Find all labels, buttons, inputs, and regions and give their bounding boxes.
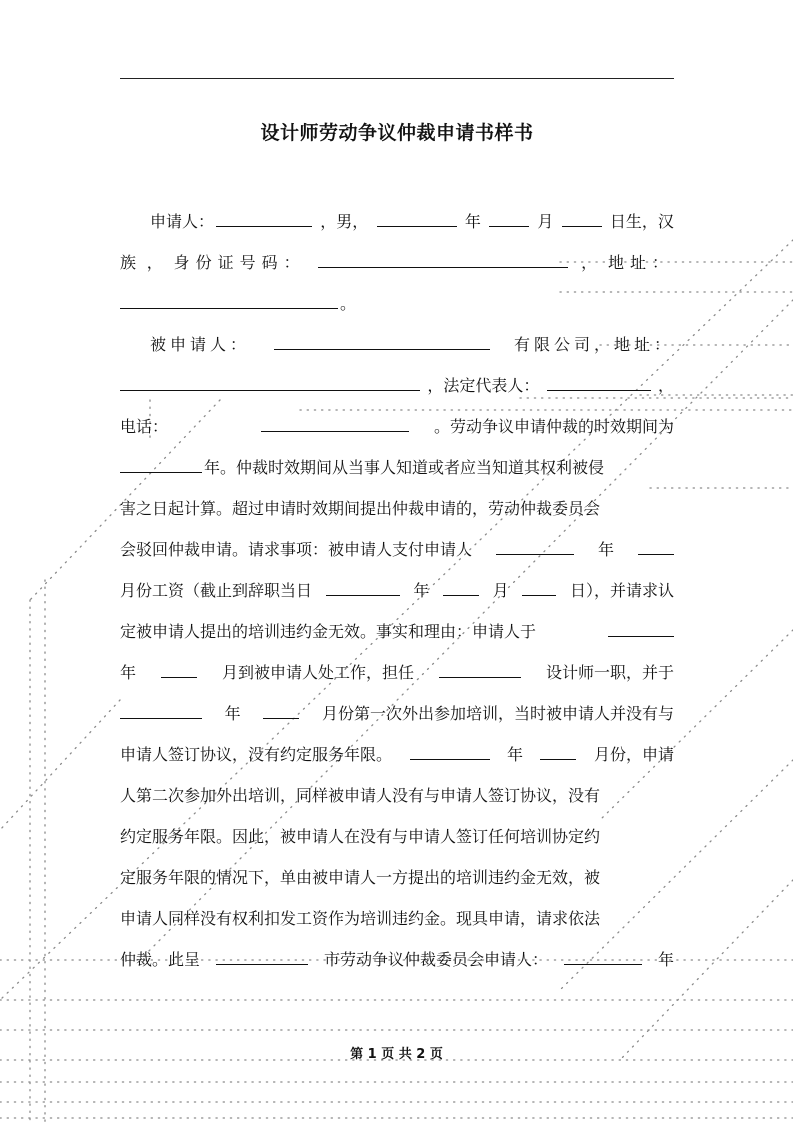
text-segment: 年 (224, 704, 241, 723)
text-segment: 申请人同样没有权利扣发工资作为培训违约金。现具申请，请求依法 (120, 909, 601, 928)
text-segment: ，法定代表人： (427, 376, 540, 395)
body-line-9 (120, 529, 674, 570)
document-body (120, 201, 674, 980)
blank-field (274, 333, 490, 350)
text-segment: 年 (464, 212, 481, 231)
text-segment: 被申请人： (150, 335, 251, 354)
header-rule (120, 78, 674, 79)
text-segment: 日），并请求认 (569, 581, 674, 600)
text-segment: 。 (340, 294, 357, 313)
text-segment: 族 (120, 253, 137, 272)
text-segment: 月 (492, 581, 509, 600)
blank-field (326, 579, 400, 596)
blank-field (489, 210, 529, 227)
body-line-3 (120, 283, 674, 324)
blank-field (439, 661, 521, 678)
blank-field (522, 579, 556, 596)
body-line-19 (120, 939, 674, 980)
body-line-13 (120, 693, 674, 734)
text-segment: 。劳动争议申请仲裁的时效期间为 (433, 417, 674, 436)
body-line-2 (120, 242, 674, 283)
text-segment: 月到被申请人处工作，担任 (221, 663, 414, 682)
text-segment: 申请人： (150, 212, 215, 231)
body-line-7 (120, 447, 674, 488)
text-segment: 年 (657, 950, 674, 969)
body-line-8 (120, 488, 674, 529)
text-segment: 人第二次参加外出培训，同样被申请人没有与申请人签订协议，没有 (120, 786, 601, 805)
blank-field (120, 374, 420, 391)
text-segment: 市劳动争议仲裁委员会申请人： (323, 950, 548, 969)
blank-field (161, 661, 197, 678)
text-segment: 月份工资（截止到辞职当日 (120, 581, 313, 600)
text-segment: ，男， (320, 212, 369, 231)
text-segment: 年 (120, 663, 137, 682)
blank-field (562, 210, 602, 227)
text-segment: 设计师一职，并于 (545, 663, 674, 682)
blank-field (261, 415, 409, 432)
body-line-10 (120, 570, 674, 611)
blank-field (410, 743, 490, 760)
text-segment: ， (146, 253, 163, 272)
blank-field (443, 579, 479, 596)
text-segment: ， (657, 376, 674, 395)
document-title: 设计师劳动争议仲裁申请书样书 (260, 122, 534, 144)
body-line-4 (120, 324, 674, 365)
body-line-14 (120, 734, 674, 775)
page-footer: 第 1 页 共 2 页 (350, 1047, 443, 1062)
text-segment: ， (581, 253, 598, 272)
text-segment: 月份第一次外出参加培训，当时被申请人并没有与 (321, 704, 674, 723)
text-segment: 电话： (120, 417, 169, 436)
blank-field (547, 374, 651, 391)
body-line-16 (120, 816, 674, 857)
body-line-17 (120, 857, 674, 898)
body-line-12 (120, 652, 674, 693)
blank-field (120, 456, 202, 473)
blank-field (496, 538, 574, 555)
text-segment: 申请人签订协议，没有约定服务年限。 (120, 745, 393, 764)
blank-field (564, 948, 642, 965)
body-line-1 (120, 201, 674, 242)
text-segment: 约定服务年限。因此，被申请人在没有与申请人签订任何培训协定约 (120, 827, 601, 846)
body-line-5 (120, 365, 674, 406)
text-segment: 年 (413, 581, 430, 600)
text-segment: 身份证号码： (173, 253, 306, 272)
body-line-11 (120, 611, 674, 652)
blank-field (263, 702, 299, 719)
blank-field (638, 538, 674, 555)
text-segment: 年 (506, 745, 523, 764)
text-segment: 会驳回仲裁申请。请求事项：被申请人支付申请人 (120, 540, 473, 559)
blank-field (377, 210, 457, 227)
text-segment: 有限公司，地址： (513, 335, 674, 354)
blank-field (216, 948, 308, 965)
text-segment: 定被申请人提出的培训违约金无效。事实和理由：申请人于 (120, 622, 537, 641)
text-segment: 害之日起计算。超过申请时效期间提出仲裁申请的，劳动仲裁委员会 (120, 499, 601, 518)
blank-field (216, 210, 312, 227)
blank-field (120, 702, 202, 719)
text-segment: 年。仲裁时效期间从当事人知道或者应当知道其权利被侵 (204, 458, 605, 477)
text-segment: 仲裁。此呈 (120, 950, 201, 969)
text-segment: 日生，汉 (609, 212, 674, 231)
body-line-18 (120, 898, 674, 939)
text-segment: 定服务年限的情况下，单由被申请人一方提出的培训违约金无效，被 (120, 868, 601, 887)
text-segment: 地址： (607, 253, 674, 272)
body-line-15 (120, 775, 674, 816)
blank-field (318, 251, 568, 268)
text-segment: 月 (537, 212, 554, 231)
blank-field (540, 743, 576, 760)
text-segment: 年 (597, 540, 614, 559)
blank-field (120, 292, 338, 309)
body-line-6 (120, 406, 674, 447)
text-segment: 月份，申请 (593, 745, 674, 764)
blank-field (608, 620, 674, 637)
